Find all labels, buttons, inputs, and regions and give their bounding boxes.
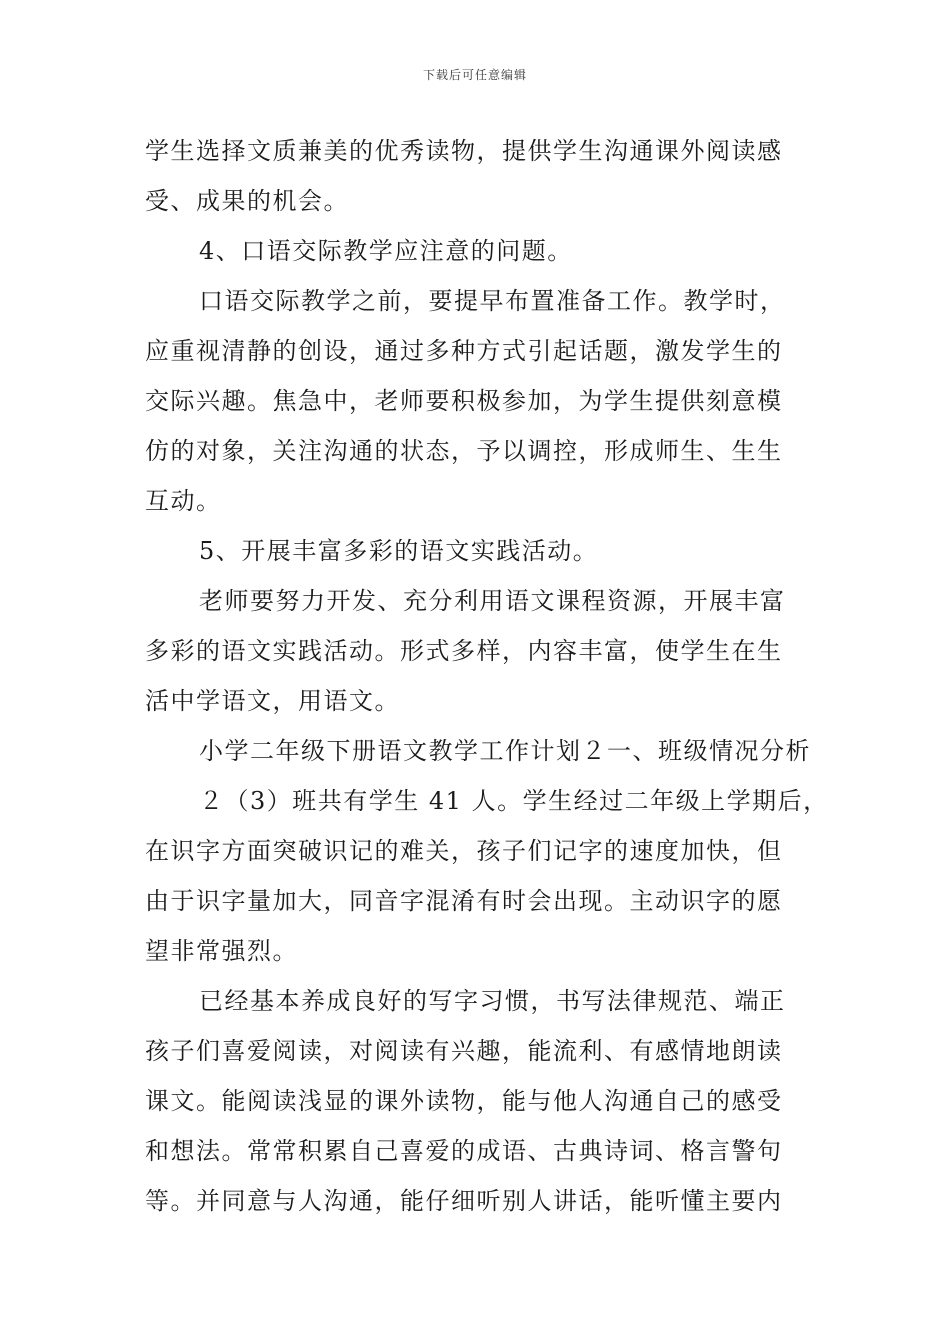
paragraph-line: 望非常强烈。 [145, 937, 298, 965]
paragraph-line: 口语交际教学之前，要提早布置准备工作。教学时， [199, 287, 786, 315]
document-body [145, 126, 829, 1226]
page-header-note: 下载后可任意编辑 [422, 68, 527, 82]
section-heading: 4、口语交际教学应注意的问题。 [199, 237, 573, 265]
paragraph-line: 仿的对象，关注沟通的状态，予以调控，形成师生、生生 [145, 437, 783, 465]
paragraph-line: ２（3）班共有学生 41 人。学生经过二年级上学期后， [199, 787, 829, 815]
section-heading: 小学二年级下册语文教学工作计划２一、班级情况分析 [199, 737, 811, 765]
paragraph-line: 活中学语文，用语文。 [145, 687, 400, 715]
paragraph-line: 受、成果的机会。 [145, 187, 349, 215]
paragraph-line: 交际兴趣。焦急中，老师要积极参加，为学生提供刻意模 [145, 387, 783, 415]
section-heading: 5、开展丰富多彩的语文实践活动。 [199, 537, 599, 565]
paragraph-line: 多彩的语文实践活动。形式多样，内容丰富，使学生在生 [145, 637, 783, 665]
paragraph-line: 等。并同意与人沟通，能仔细听别人讲话，能听懂主要内 [145, 1187, 783, 1215]
paragraph-line: 应重视清静的创设，通过多种方式引起话题，激发学生的 [145, 337, 783, 365]
paragraph-line: 已经基本养成良好的写字习惯，书写法律规范、端正 [199, 987, 786, 1015]
paragraph-line: 互动。 [145, 487, 222, 515]
paragraph-line: 老师要努力开发、充分利用语文课程资源，开展丰富 [199, 587, 786, 615]
paragraph-line: 学生选择文质兼美的优秀读物，提供学生沟通课外阅读感 [145, 137, 783, 165]
paragraph-line: 和想法。常常积累自己喜爱的成语、古典诗词、格言警句 [145, 1137, 783, 1165]
paragraph-line: 孩子们喜爱阅读，对阅读有兴趣，能流利、有感情地朗读 [145, 1037, 783, 1065]
paragraph-line: 由于识字量加大，同音字混淆有时会出现。主动识字的愿 [145, 887, 783, 915]
paragraph-line: 在识字方面突破识记的难关，孩子们记字的速度加快，但 [145, 837, 783, 865]
paragraph-line: 课文。能阅读浅显的课外读物，能与他人沟通自己的感受 [145, 1087, 783, 1115]
